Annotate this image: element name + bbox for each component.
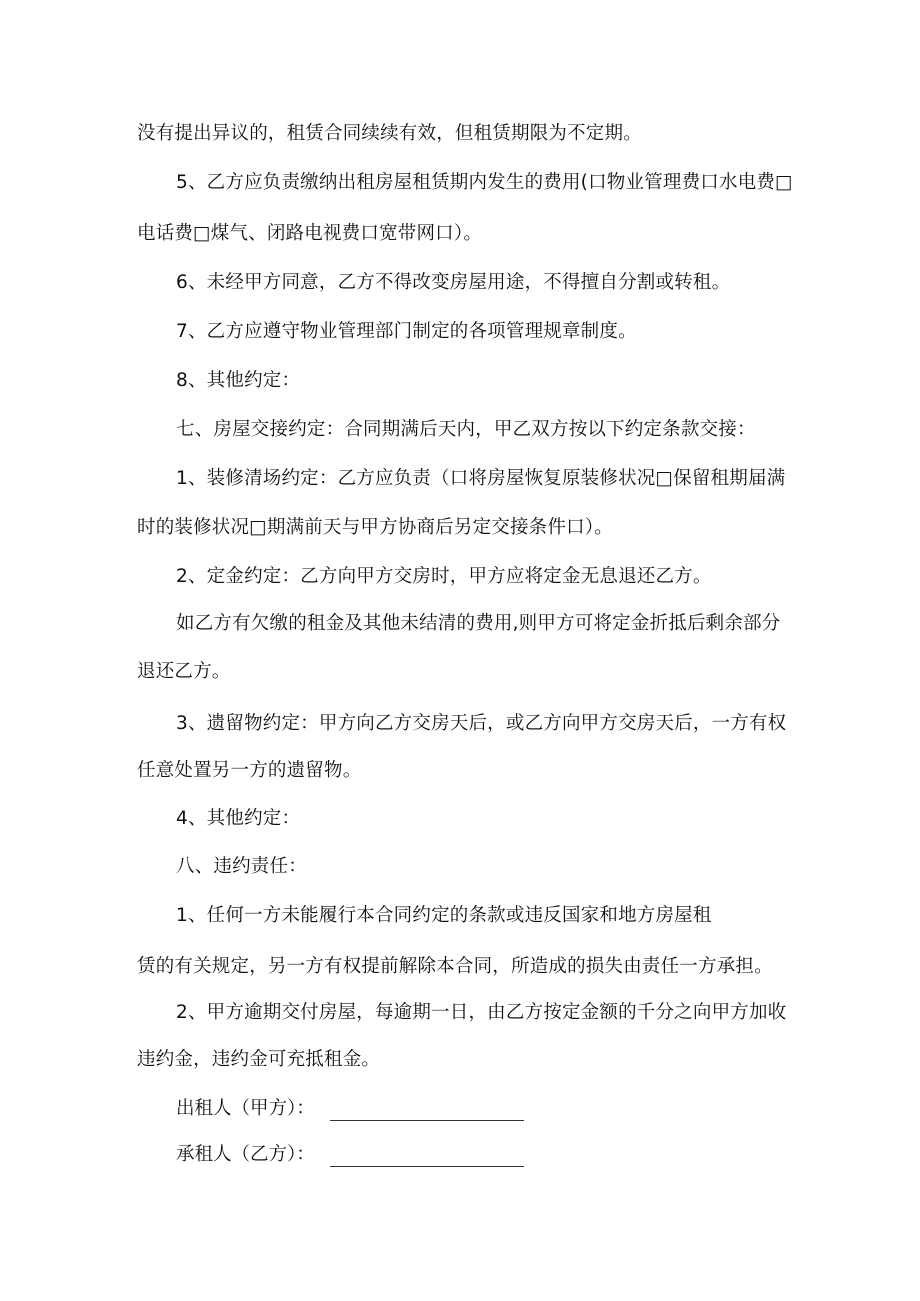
paragraph-line: 1、装修清场约定：乙方应负责（口将房屋恢复原装修状况□保留租期届满 <box>176 468 786 489</box>
paragraph-line: 电话费□煤气、闭路电视费口宽带网口）。 <box>137 223 483 244</box>
paragraph-line: 赁的有关规定，另一方有权提前解除本合同，所造成的损失由责任一方承担。 <box>137 956 773 977</box>
lessor-label: 出租人（甲方）： <box>176 1098 315 1119</box>
section-heading: 八、违约责任： <box>176 856 307 877</box>
paragraph-line: 退还乙方。 <box>137 661 231 682</box>
paragraph-line: 7、乙方应遵守物业管理部门制定的各项管理规章制度。 <box>176 321 637 342</box>
paragraph-line: 时的装修状况□期满前天与甲方协商后另定交接条件口）。 <box>137 517 613 538</box>
paragraph-line: 4、其他约定： <box>176 808 301 829</box>
paragraph-line: 5、乙方应负责缴纳出租房屋租赁期内发生的费用(口物业管理费口水电费□ <box>176 172 793 193</box>
lessee-signature-blank[interactable] <box>330 1166 524 1167</box>
paragraph-line: 8、其他约定： <box>176 370 301 391</box>
paragraph-line: 6、未经甲方同意，乙方不得改变房屋用途，不得擅自分割或转租。 <box>176 272 731 293</box>
paragraph-line: 如乙方有欠缴的租金及其他未结清的费用,则甲方可将定金折抵后剩余部分 <box>176 613 781 634</box>
paragraph-line: 2、甲方逾期交付房屋，每逾期一日，由乙方按定金额的千分之向甲方加收 <box>176 1002 787 1023</box>
paragraph-line: 任意处置另一方的遗留物。 <box>137 760 362 781</box>
paragraph-line: 七、房屋交接约定：合同期满后天内，甲乙双方按以下约定条款交接： <box>176 419 756 440</box>
paragraph-line: 违约金，违约金可充抵租金。 <box>137 1049 381 1070</box>
paragraph-line: 3、遗留物约定：甲方向乙方交房天后，或乙方向甲方交房天后，一方有权 <box>176 713 787 734</box>
paragraph-line: 1、任何一方未能履行本合同约定的条款或违反国家和地方房屋租 <box>176 905 712 926</box>
lessor-signature-blank[interactable] <box>330 1120 524 1121</box>
lessee-label: 承租人（乙方）： <box>176 1144 315 1165</box>
paragraph-line: 没有提出异议的，租赁合同续续有效，但租赁期限为不定期。 <box>137 123 642 144</box>
paragraph-line: 2、定金约定：乙方向甲方交房时，甲方应将定金无息退还乙方。 <box>176 566 712 587</box>
